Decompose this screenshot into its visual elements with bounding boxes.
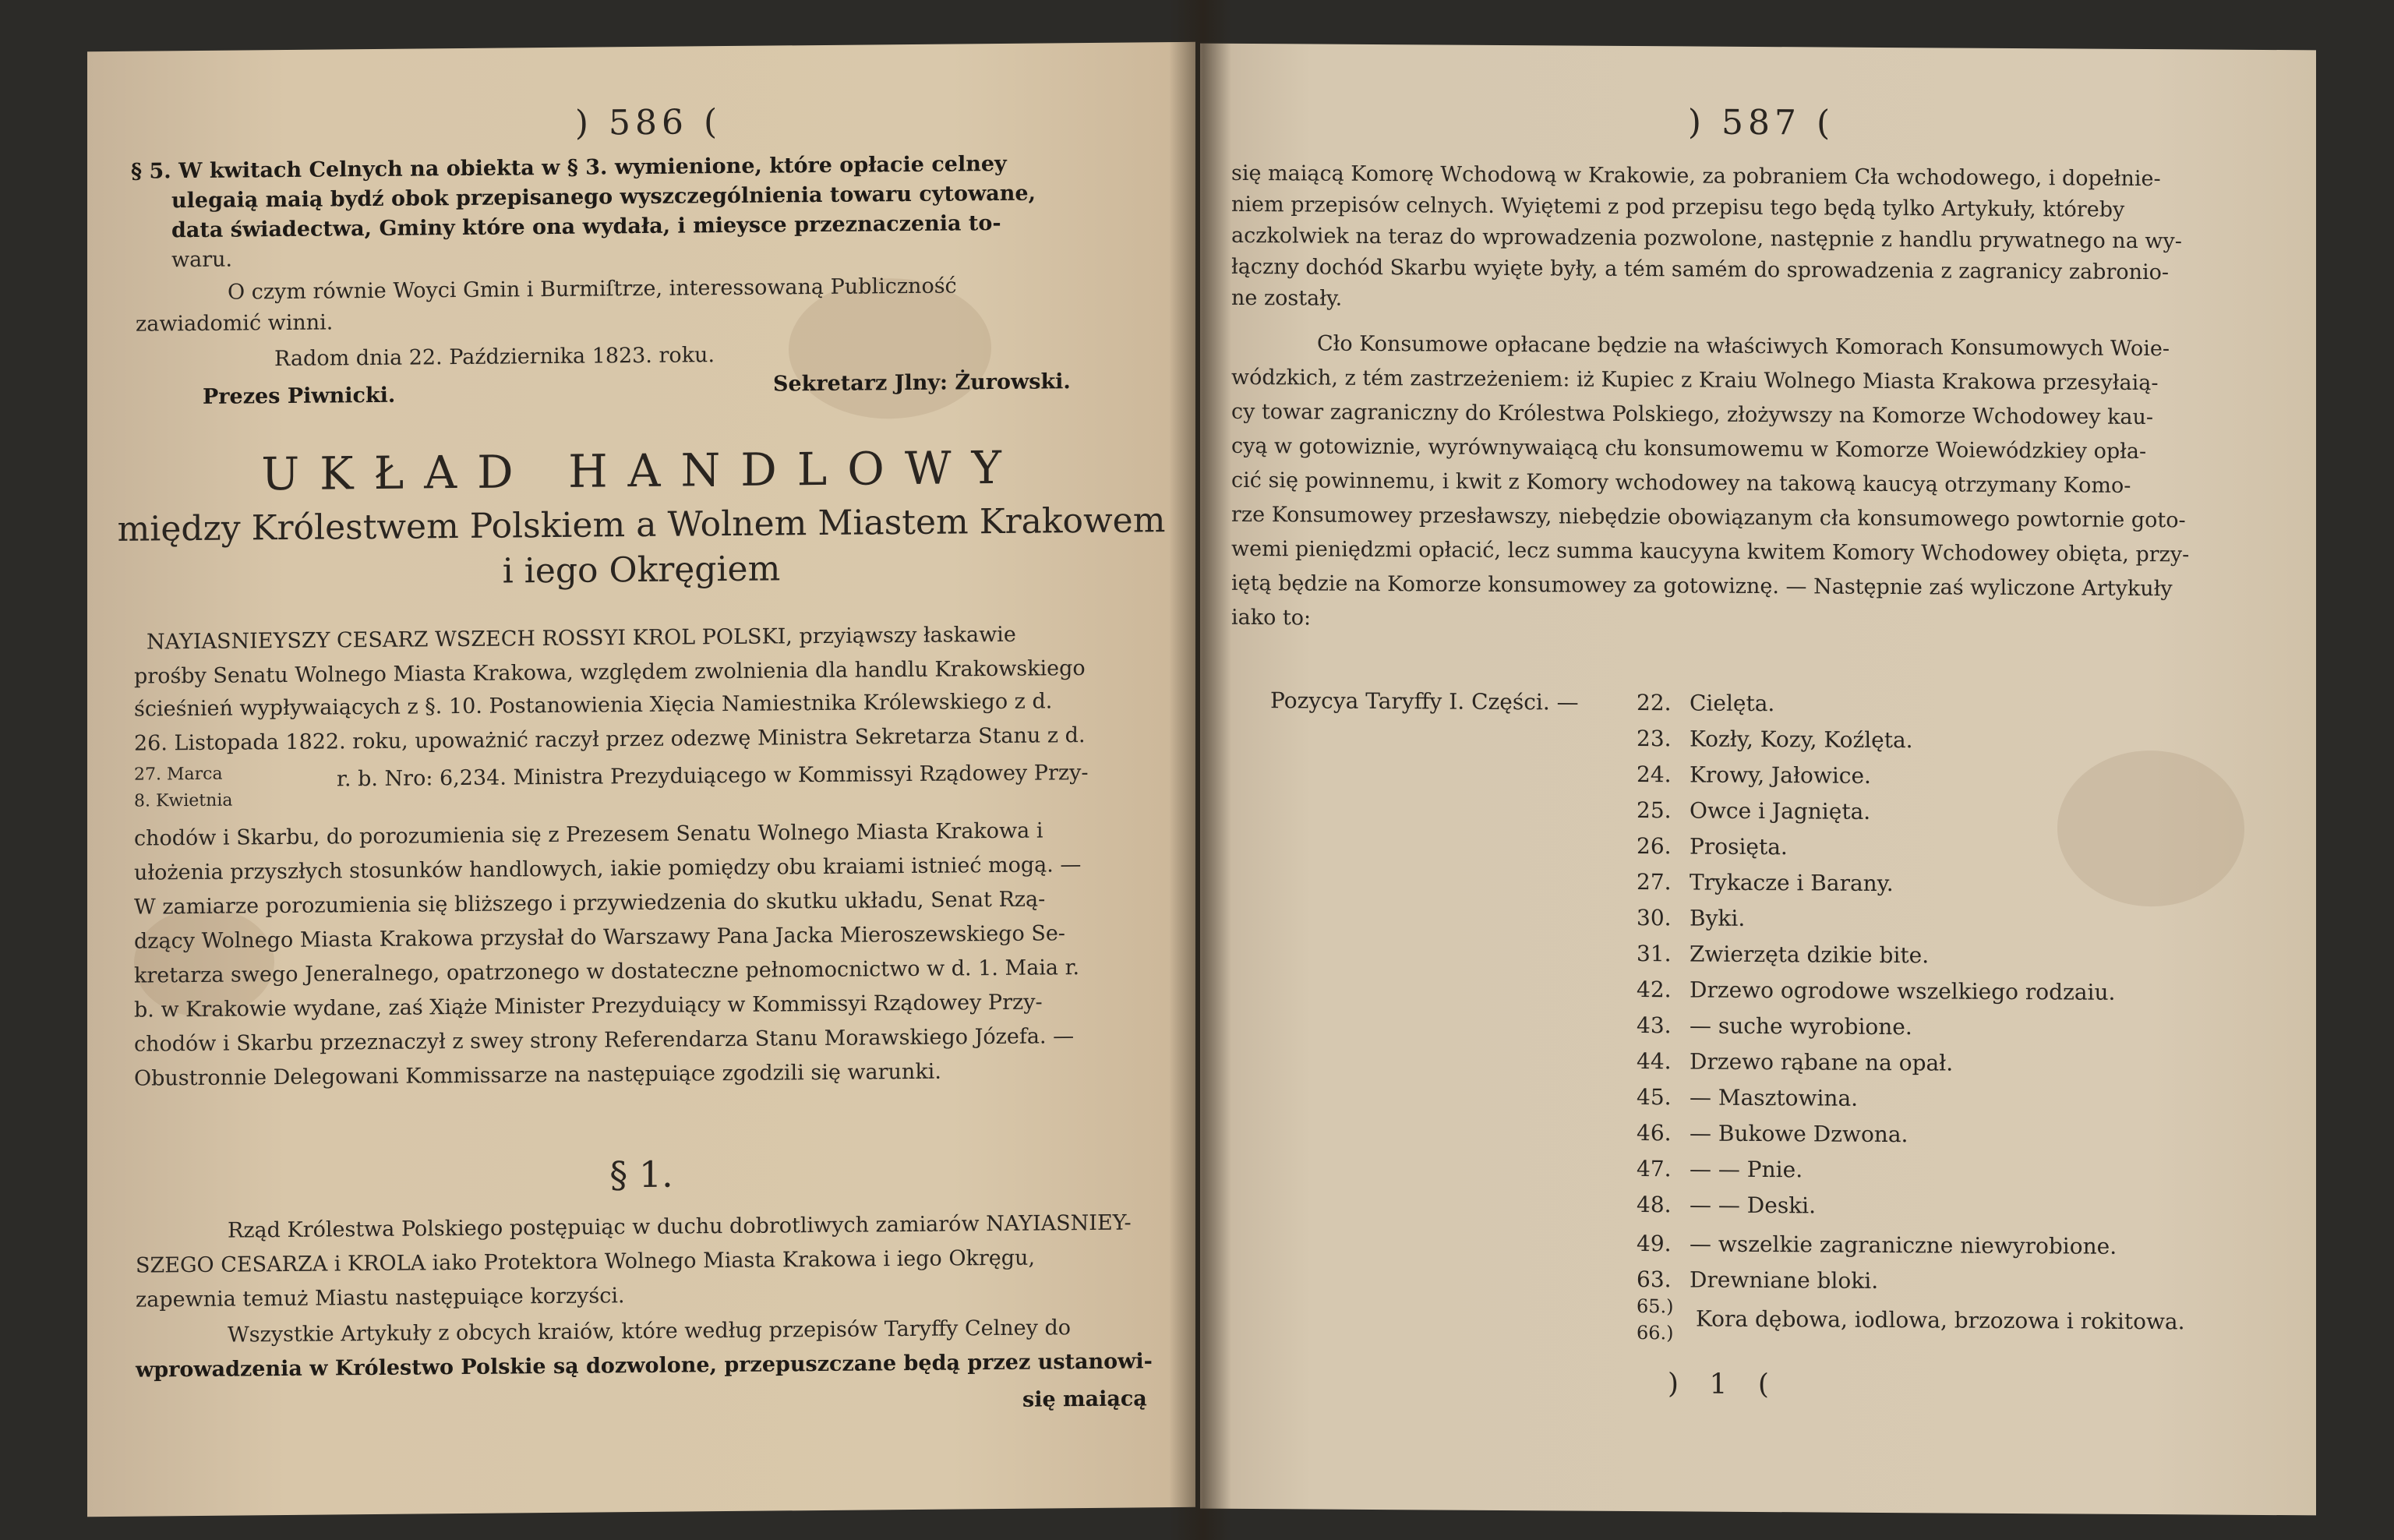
text-line: r. b. Nro: 6,234. Ministra Prezyduiącego w Kommissyi Rządowey Przy- [337, 760, 1089, 792]
tariff-number: 46. [1637, 1120, 1672, 1146]
list-item [1637, 797, 1870, 825]
text-line: wprowadzenia w Królestwo Polskie są dozwolone, przepuszczane będą przez ustanowi- [136, 1349, 1153, 1383]
text-line: chodów i Skarbu przeznaczył z swey strony Referendarza Stanu Morawskiego Józefa. — [134, 1024, 1075, 1057]
tariff-text: — wszelkie zagraniczne niewyrobione. [1690, 1231, 2117, 1259]
list-item [1637, 690, 1774, 717]
tariff-number: 30. [1637, 905, 1672, 931]
tariff-text: Prosięta. [1690, 833, 1788, 860]
text-line: 8. Kwietnia [134, 790, 233, 811]
list-item [1637, 1156, 1803, 1183]
text-line: waru. [171, 247, 233, 273]
text-line: Rząd Królestwa Polskiego postępuiąc w duchu dobrotliwych zamiarów NAYIASNIEY- [228, 1210, 1132, 1243]
text-line: ne zostały. [1231, 285, 1343, 311]
list-item [1637, 869, 1894, 897]
page-number-right: ) 587 ( [1687, 102, 1835, 143]
list-item [1637, 833, 1788, 860]
treaty-subtitle: między Królestwem Polskiem a Wolnem Miastem Krakowem [117, 500, 1166, 549]
text-line: b. w Krakowie wydane, zaś Xiąże Minister Prezyduiący w Kommissyi Rządowey Przy- [134, 990, 1043, 1023]
text-line: Cło Konsumowe opłacane będzie na właściwych Komorach Konsumowych Woie- [1317, 331, 2170, 362]
tariff-text: Drzewo rąbane na opał. [1690, 1048, 1954, 1076]
text-line: § 5. W kwitach Celnych na obiekta w § 3. wymienione, które opłacie celney [131, 151, 1007, 184]
text-line: rze Konsumowey przesławszy, niebędzie obowiązanym cła konsumowego powtornie goto- [1231, 502, 2186, 533]
text-line: prośby Senatu Wolnego Miasta Krakowa, względem zwolnienia dla handlu Krakowskiego [134, 656, 1086, 689]
tariff-number: 27. [1637, 869, 1672, 895]
tariff-number: 23. [1637, 726, 1672, 752]
text-line: iako to: [1231, 605, 1312, 630]
tariff-text: Kozły, Kozy, Koźlęta. [1690, 726, 1913, 754]
list-item [1637, 977, 2115, 1006]
list-item [1637, 1192, 1816, 1219]
treaty-title: UKŁAD HANDLOWY [261, 440, 1022, 501]
list-item [1637, 1048, 1953, 1076]
text-line: Sekretarz Jlny: Żurowski. [773, 369, 1071, 397]
list-item [1637, 1231, 2117, 1260]
page-number-left: ) 586 ( [574, 102, 722, 143]
tariff-number: 22. [1637, 690, 1672, 716]
text-line: wódzkich, z tém zastrzeżeniem: iż Kupiec z Kraiu Wolnego Miasta Krakowa przesyłaią- [1231, 365, 2159, 396]
tariff-text: Zwierzęta dzikie bite. [1690, 941, 1930, 969]
list-item [1637, 726, 1913, 754]
text-line: iętą będzie na Komorze konsumowey za gotowiznę. — Następnie zaś wyliczone Artykuły [1231, 570, 2173, 602]
list-item [1637, 905, 1745, 932]
text-line: Prezes Piwnicki. [203, 383, 396, 409]
tariff-number: 66.) [1637, 1322, 1674, 1344]
text-line: zawiadomić winni. [136, 310, 334, 337]
tariff-text: Drewniane bloki. [1690, 1266, 1879, 1294]
text-line: cyą w gotowiznie, wyrównywaiącą cłu konsumowemu w Komorze Woiewódzkiey opła- [1231, 433, 2147, 464]
list-item [1637, 1266, 1878, 1295]
text-line: łączny dochód Skarbu wyięte były, a tém samém do sprowadzenia z zagranicy zabronio- [1231, 254, 2170, 285]
tariff-number: 31. [1637, 941, 1672, 967]
tariff-text: — Masztowina. [1690, 1084, 1859, 1111]
text-line: cy towar zagraniczny do Królestwa Polskiego, złożywszy na Komorze Wchodowey kau- [1231, 399, 2154, 430]
text-line: ulegaią maią bydź obok przepisanego wyszczególnienia towaru cytowane, [171, 181, 1036, 214]
text-line: Obustronnie Delegowani Kommissarze na następuiące zgodzili się warunki. [134, 1059, 941, 1091]
tariff-number: 48. [1637, 1192, 1672, 1218]
text-line: ścieśnień wypływaiących z §. 10. Postanowienia Xięcia Namiestnika Królewskiego z d. [134, 689, 1053, 722]
text-line: NAYIASNIEYSZY CESARZ WSZECH ROSSYI KROL POLSKI, przyiąwszy łaskawie [147, 622, 1016, 655]
tariff-number: 45. [1637, 1084, 1672, 1111]
tariff-heading: Pozycya Taryffy I. Części. — [1270, 687, 1579, 715]
tariff-text: Trykacze i Barany. [1690, 869, 1894, 897]
text-line: się maiącą Komorę Wchodową w Krakowie, za pobraniem Cła wchodowego, i dopełnie- [1231, 161, 2161, 192]
text-line: niem przepisów celnych. Wyiętemi z pod przepisu tego będą tylko Artykuły, któreby [1231, 192, 2125, 222]
list-item [1637, 1120, 1908, 1148]
text-line: kretarza swego Jeneralnego, opatrzonego w dostateczne pełnomocnictwo w d. 1. Maia r. [134, 955, 1080, 988]
tariff-number: 65.) [1637, 1295, 1674, 1318]
text-line: 27. Marca [134, 764, 223, 785]
tariff-number: 63. [1637, 1266, 1672, 1293]
tariff-text: Drzewo ogrodowe wszelkiego rodzaiu. [1690, 977, 2116, 1005]
tariff-text: Kora dębowa, iodlowa, brzozowa i rokitowa. [1696, 1305, 2185, 1335]
tariff-number: 44. [1637, 1048, 1672, 1075]
tariff-text: — — Pnie. [1690, 1156, 1803, 1183]
tariff-text: Byki. [1690, 905, 1746, 931]
list-item [1637, 941, 1929, 969]
tariff-text: — suche wyrobione. [1690, 1012, 1912, 1040]
text-line: Wszystkie Artykuły z obcych kraiów, które według przepisów Taryffy Celney do [228, 1316, 1071, 1348]
text-line: SZEGO CESARZA i KROLA iako Protektora Wolnego Miasta Krakowa i iego Okręgu, [136, 1245, 1036, 1278]
tariff-number: 42. [1637, 977, 1672, 1003]
text-line: aczkolwiek na teraz do wprowadzenia pozwolone, następnie z handlu prywatnego na wy- [1231, 223, 2182, 254]
tariff-number: 43. [1637, 1012, 1672, 1039]
tariff-text: Krowy, Jałowice. [1690, 761, 1871, 789]
catchword-left: się maiącą [1022, 1386, 1147, 1412]
left-page [87, 42, 1195, 1517]
text-line: cić się powinnemu, i kwit z Komory wchodowey na takową kaucyą otrzymany Komo- [1231, 468, 2131, 498]
text-line: 26. Listopada 1822. roku, upoważnić raczył przez odezwę Ministra Sekretarza Stanu z d. [134, 723, 1086, 756]
text-line: Radom dnia 22. Października 1823. roku. [274, 343, 715, 372]
tariff-number: 49. [1637, 1231, 1672, 1257]
text-line: dzący Wolnego Miasta Krakowa przysłał do Warszawy Pana Jacka Mieroszewskiego Se- [134, 921, 1065, 954]
tariff-number: 24. [1637, 761, 1672, 788]
text-line: wemi pieniędzmi opłacić, lecz summa kaucyyna kwitem Komory Wchodowey obięta, przy- [1231, 536, 2190, 567]
catchword-right: ) 1 ( [1668, 1368, 1780, 1401]
tariff-text: — Bukowe Dzwona. [1690, 1120, 1908, 1148]
text-line: data świadectwa, Gminy które ona wydała, i mieysce przeznaczenia to- [171, 210, 1001, 243]
treaty-subtitle-2: i iego Okręgiem [502, 549, 781, 592]
right-page [1200, 44, 2316, 1516]
tariff-number: 47. [1637, 1156, 1672, 1182]
tariff-text: Cielęta. [1690, 690, 1775, 717]
text-line: ułożenia przyszłych stosunków handlowych, iakie pomiędzy obu kraiami istnieć mogą. — [134, 853, 1082, 885]
text-line: zapewnia temuż Miastu następuiące korzyści. [136, 1284, 625, 1312]
book-gutter [1169, 0, 1231, 1540]
list-item [1637, 761, 1871, 789]
tariff-text: Owce i Jagnięta. [1690, 797, 1871, 825]
list-item [1637, 1084, 1858, 1112]
tariff-text: — — Deski. [1690, 1192, 1817, 1219]
text-line: O czym równie Woyci Gmin i Burmiſtrze, interessowaną Publiczność [228, 274, 957, 305]
section-heading: § 1. [609, 1153, 673, 1196]
list-item [1637, 1012, 1912, 1040]
text-line: chodów i Skarbu, do porozumienia się z Prezesem Senatu Wolnego Miasta Krakowa i [134, 818, 1043, 851]
tariff-number: 26. [1637, 833, 1672, 860]
tariff-number: 25. [1637, 797, 1672, 824]
text-line: W zamiarze porozumienia się bliższego i przywiedzenia do skutku układu, Senat Rzą- [134, 887, 1046, 920]
